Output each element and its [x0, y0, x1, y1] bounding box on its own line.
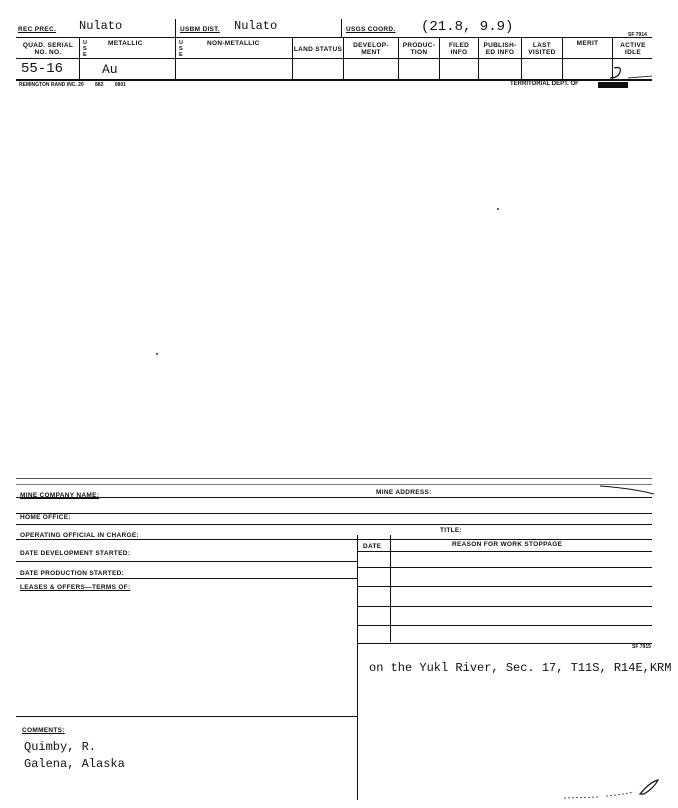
comments-line-1: Quimby, R. — [24, 740, 97, 754]
col-non-metallic: NON-METALLIC — [207, 40, 260, 47]
operating-official-label: OPERATING OFFICIAL IN CHARGE: — [20, 532, 139, 539]
usbm-dist-value: Nulato — [234, 19, 278, 33]
col-land-status: LAND STATUS — [293, 45, 343, 53]
comments-line-2: Galena, Alaska — [24, 757, 125, 771]
usgs-coord-value: (21.8, 9.9) — [421, 19, 514, 35]
printer-line — [19, 82, 126, 88]
printer-name: REMINGTON RAND INC. 20 — [19, 82, 84, 88]
mine-company-name-label: MINE COMPANY NAME: — [20, 492, 100, 499]
date-production-label: DATE PRODUCTION STARTED: — [20, 570, 125, 577]
department-redaction — [598, 82, 628, 88]
address-curve-mark — [600, 484, 656, 496]
paper-speck — [156, 353, 158, 355]
col-use-1: U S E — [83, 40, 88, 58]
col-last-visited: LAST VISITED — [528, 42, 556, 56]
date-column-label: DATE — [363, 543, 382, 550]
col-filed-info: FILED INFO — [448, 42, 470, 56]
location-note: on the Yukl River, Sec. 17, T11S, R14E,KRM — [369, 661, 672, 675]
handwritten-check-mark — [606, 58, 658, 82]
paper-speck — [497, 208, 499, 210]
rec-prec-label: REC PREC. — [18, 26, 57, 33]
reason-column-label: REASON FOR WORK STOPPAGE — [452, 541, 563, 548]
col-quad-serial: QUAD. SERIAL NO. NO. — [22, 42, 74, 56]
department-label: TERRITORIAL DEPT. OF — [510, 81, 579, 87]
printer-code-1: 882 — [95, 82, 104, 88]
handwritten-scribble — [560, 776, 664, 804]
leases-offers-label: LEASES & OFFERS—TERMS OF: — [20, 584, 131, 591]
mine-address-label: MINE ADDRESS: — [376, 489, 432, 496]
col-development: DEVELOP- MENT — [353, 42, 389, 56]
usgs-coord-label: USGS COORD. — [346, 26, 396, 33]
rec-prec-value: Nulato — [79, 19, 123, 33]
col-production: PRODUC- TION — [402, 42, 436, 56]
bottom-form-number: SF 7915 — [632, 644, 651, 650]
usbm-dist-label: USBM DIST. — [180, 26, 220, 33]
col-published-info: PUBLISH- ED INFO — [483, 42, 517, 56]
col-use-2: U S E — [179, 40, 184, 58]
col-active-idle: ACTIVE IDLE — [620, 42, 646, 56]
col-merit: MERIT — [576, 40, 599, 47]
col-metallic: METALLIC — [108, 40, 143, 47]
form-number: SF 7914 — [628, 32, 647, 38]
title-label: TITLE: — [440, 527, 463, 534]
record-metallic: Au — [102, 62, 118, 77]
date-development-label: DATE DEVELOPMENT STARTED: — [20, 550, 131, 557]
printer-code-2: 0801 — [114, 82, 126, 88]
comments-label: COMMENTS: — [22, 727, 65, 734]
home-office-label: HOME OFFICE: — [20, 514, 71, 521]
record-quad-serial: 55-16 — [21, 61, 64, 77]
